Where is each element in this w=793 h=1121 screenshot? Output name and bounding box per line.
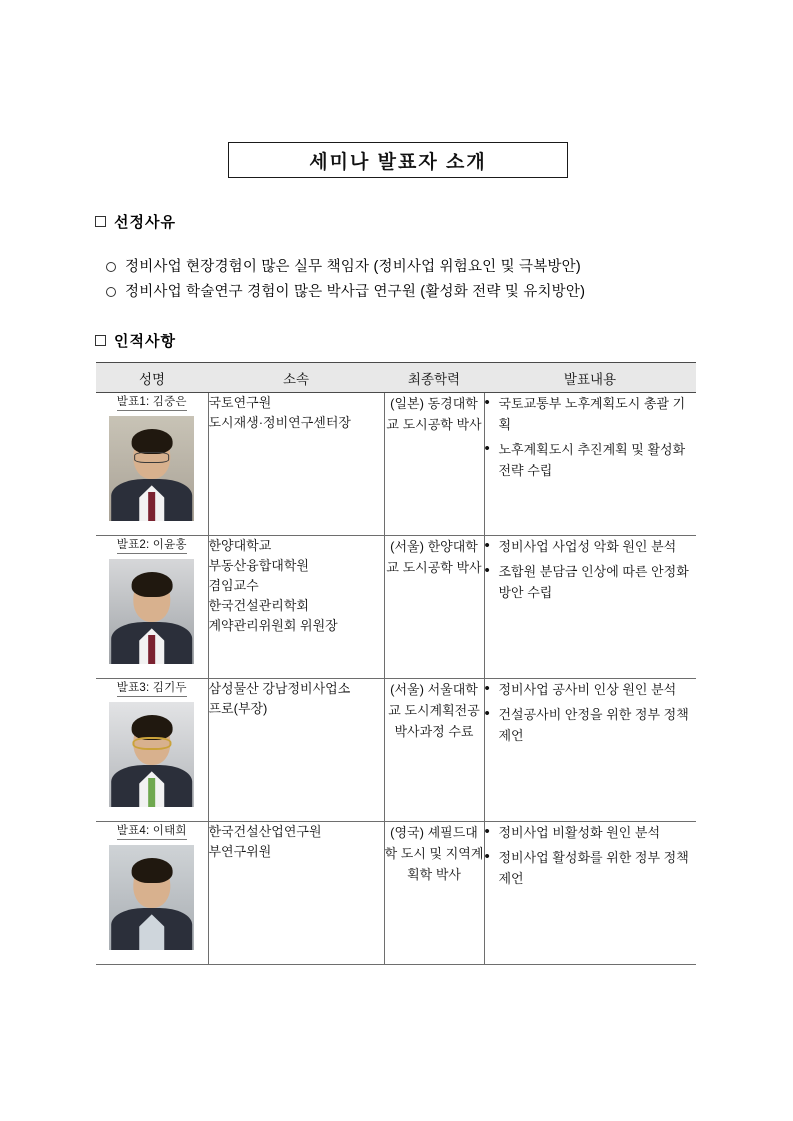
column-header-org: 소속 bbox=[208, 363, 384, 393]
cell-organization bbox=[208, 822, 384, 965]
presenter-label: 발표4: 이태희 bbox=[117, 822, 187, 840]
cell-name bbox=[96, 822, 208, 965]
reason-item-text: 정비사업 현장경험이 많은 실무 책임자 (정비사업 위험요인 및 극복방안) bbox=[125, 259, 581, 275]
cell-organization bbox=[208, 536, 384, 679]
cell-topics bbox=[484, 822, 696, 965]
topic-item: • 국토교통부 노후계획도시 총괄 기획 bbox=[485, 393, 697, 435]
cell-topics bbox=[484, 679, 696, 822]
photo-glasses bbox=[132, 737, 171, 751]
education-line: 한양대학교 bbox=[386, 539, 478, 575]
org-line: 한국건설관리학회 bbox=[208, 598, 309, 613]
square-bullet-icon bbox=[95, 335, 106, 346]
org-line: 겸임교수 bbox=[208, 578, 259, 593]
column-header-education: 최종학력 bbox=[384, 363, 484, 393]
topic-item: • 정비사업 활성화를 위한 정부 정책 제언 bbox=[485, 847, 697, 889]
cell-education bbox=[384, 679, 484, 822]
portrait-photo bbox=[109, 416, 194, 521]
cell-name bbox=[96, 536, 208, 679]
table-row bbox=[96, 822, 696, 965]
org-line: 삼성물산 강남정비사업소 bbox=[208, 681, 351, 696]
presenter-label: 발표3: 김기두 bbox=[117, 679, 187, 697]
education-line: 도시공학 bbox=[402, 560, 453, 575]
topic-list bbox=[485, 679, 697, 746]
cell-topics bbox=[484, 536, 696, 679]
education-line: (영국) bbox=[390, 825, 424, 840]
square-bullet-icon bbox=[95, 216, 106, 227]
page-title-box bbox=[228, 142, 568, 178]
cell-name bbox=[96, 393, 208, 536]
photo-tie bbox=[148, 778, 156, 807]
circle-bullet-icon bbox=[106, 262, 116, 272]
org-line: 한양대학교 bbox=[208, 538, 272, 553]
topic-item: • 노후계획도시 추진계획 및 활성화 전략 수립 bbox=[485, 439, 697, 481]
education-line: 지역계획학 bbox=[407, 846, 484, 882]
org-line: 부동산융합대학원 bbox=[208, 558, 309, 573]
topic-list bbox=[485, 393, 697, 481]
cell-education bbox=[384, 393, 484, 536]
education-line: (일본) bbox=[390, 396, 424, 411]
column-header-name: 성명 bbox=[96, 363, 208, 393]
profile-table bbox=[96, 362, 696, 965]
profile-table-wrap bbox=[96, 362, 696, 965]
org-line: 계약관리위원회 위원장 bbox=[208, 618, 338, 633]
table-row bbox=[96, 536, 696, 679]
education-line: 박사 bbox=[456, 417, 482, 432]
org-line: 한국건설산업연구원 bbox=[208, 824, 322, 839]
portrait-photo bbox=[109, 559, 194, 664]
table-row bbox=[96, 393, 696, 536]
list-item bbox=[106, 280, 746, 305]
table-row bbox=[96, 679, 696, 822]
org-line: 프로(부장) bbox=[208, 701, 268, 716]
presenter-label: 발표2: 이윤홍 bbox=[117, 536, 187, 554]
cell-topics bbox=[484, 393, 696, 536]
cell-name bbox=[96, 679, 208, 822]
cell-education bbox=[384, 536, 484, 679]
org-line: 도시재생·정비연구센터장 bbox=[208, 415, 351, 430]
education-line: 박사과정 bbox=[394, 724, 445, 739]
reason-item-text: 정비사업 학술연구 경험이 많은 박사급 연구원 (활성화 전략 및 유치방안) bbox=[125, 284, 586, 300]
education-line: 박사 bbox=[456, 560, 482, 575]
education-line: 도시 및 bbox=[400, 846, 443, 861]
education-line: 수료 bbox=[448, 724, 474, 739]
photo-tie bbox=[148, 635, 156, 664]
page-title: 세미나 발표자 소개 bbox=[309, 151, 487, 173]
education-line: 도시공학 bbox=[402, 417, 453, 432]
cell-education bbox=[384, 822, 484, 965]
photo-hair bbox=[131, 572, 172, 597]
org-line: 부연구위원 bbox=[208, 844, 272, 859]
cell-organization bbox=[208, 393, 384, 536]
topic-list bbox=[485, 536, 697, 603]
section-reason-label: 선정사유 bbox=[114, 214, 176, 231]
column-header-topic: 발표내용 bbox=[484, 363, 696, 393]
circle-bullet-icon bbox=[106, 287, 116, 297]
table-header-row bbox=[96, 363, 696, 393]
section-heading-reason bbox=[95, 211, 176, 232]
photo-glasses bbox=[134, 452, 170, 464]
topic-item: • 건설공사비 안정을 위한 정부 정책 제언 bbox=[485, 704, 697, 746]
list-item bbox=[106, 255, 746, 280]
cell-organization bbox=[208, 679, 384, 822]
portrait-photo bbox=[109, 702, 194, 807]
education-line: 서울대학교 bbox=[388, 682, 478, 718]
org-line: 국토연구원 bbox=[208, 395, 272, 410]
education-line: 동경대학교 bbox=[386, 396, 478, 432]
education-line: (서울) bbox=[390, 539, 424, 554]
reason-list bbox=[106, 255, 746, 305]
section-profile-label: 인적사항 bbox=[114, 333, 176, 350]
education-line: 도시계획전공 bbox=[404, 703, 480, 718]
education-line: 박사 bbox=[435, 867, 461, 882]
presenter-label: 발표1: 김중은 bbox=[117, 393, 187, 411]
topic-item: • 정비사업 사업성 악화 원인 분석 bbox=[485, 536, 697, 557]
photo-tie bbox=[148, 492, 156, 521]
education-line: (서울) bbox=[390, 682, 424, 697]
topic-item: • 정비사업 공사비 인상 원인 분석 bbox=[485, 679, 697, 700]
photo-hair bbox=[131, 858, 172, 883]
portrait-photo bbox=[109, 845, 194, 950]
topic-item: • 정비사업 비활성화 원인 분석 bbox=[485, 822, 697, 843]
photo-hair bbox=[131, 429, 172, 454]
topic-list bbox=[485, 822, 697, 889]
education-line: 셰필드대학 bbox=[384, 825, 478, 861]
section-heading-profile bbox=[95, 330, 176, 351]
topic-item: • 조합원 분담금 인상에 따른 안정화 방안 수립 bbox=[485, 561, 697, 603]
